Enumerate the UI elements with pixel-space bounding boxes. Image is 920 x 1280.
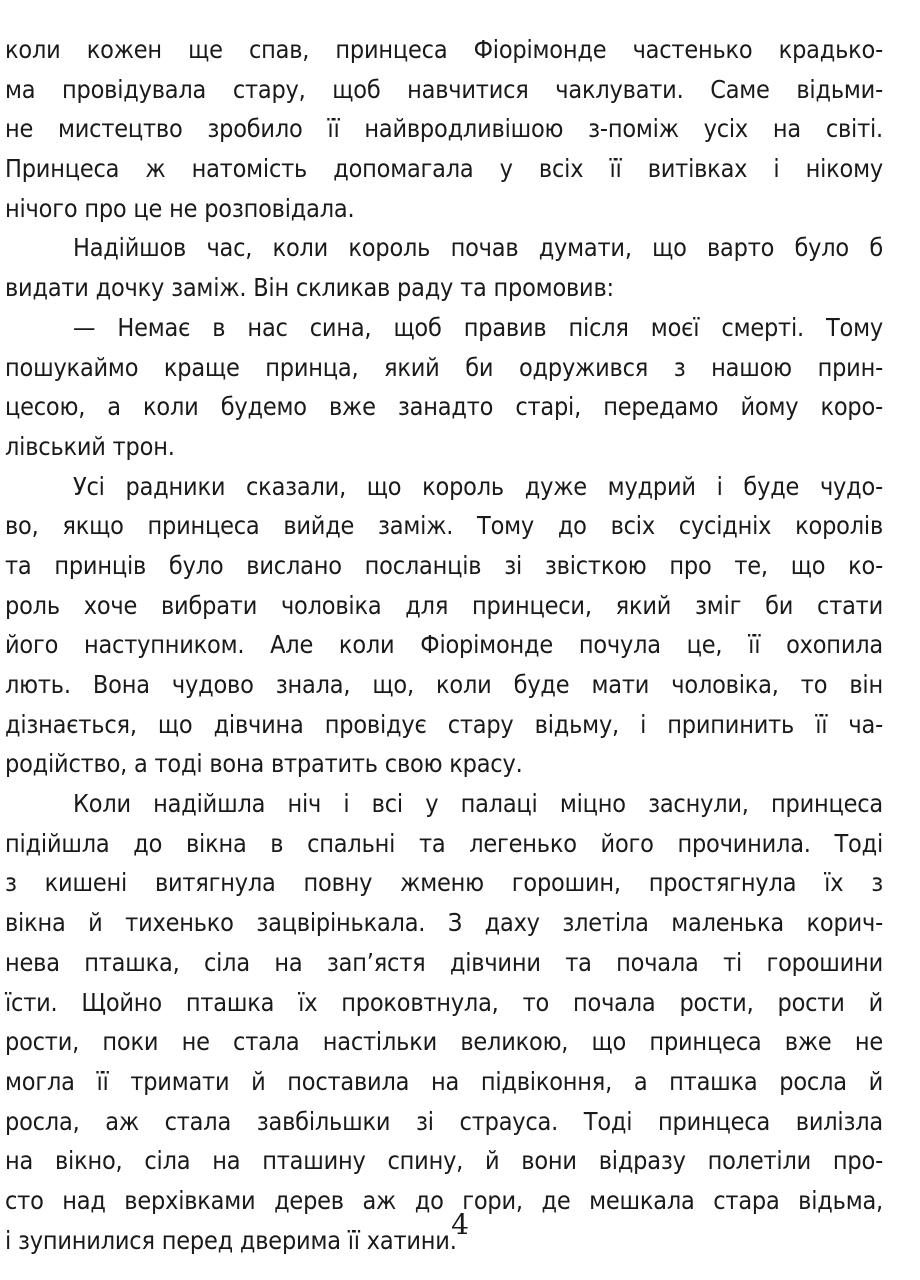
text-line: підійшла до вікна в спальні та легенько його прочинила. Тоді xyxy=(5,828,883,858)
text-line: рости, поки не стала настільки великою, що принцеса вже не xyxy=(5,1027,883,1057)
text-line: вікна й тихенько зацвірінькала. З даху злетіла маленька корич- xyxy=(5,908,883,938)
text-line: сто над верхівками дерев аж до гори, де мешкала стара відьма, xyxy=(5,1185,883,1215)
text-line: нічого про це не розповідала. xyxy=(5,193,355,223)
text-line: пошукаймо краще принца, який би одружився з нашою прин- xyxy=(5,352,883,382)
text-line: — Немає в нас сина, щоб правив після моєї смерті. Тому xyxy=(73,312,883,342)
text-line: роль хоче вибрати чоловіка для принцеси, який зміг би стати xyxy=(5,590,883,620)
paragraph xyxy=(5,784,883,1260)
text-line: не мистецтво зробило її найвродливішою з-поміж усіх на світі. xyxy=(5,114,883,144)
paragraph xyxy=(5,228,883,307)
text-line: з кишені витягнула повну жменю горошин, простягнула їх з xyxy=(5,868,883,898)
text-line: Коли надійшла ніч і всі у палаці міцно заснули, принцеса xyxy=(73,789,883,819)
text-line: могла її тримати й поставила на підвіконня, а пташка росла й xyxy=(5,1066,883,1096)
text-line: лівський трон. xyxy=(5,431,175,461)
page-number: 4 xyxy=(451,1208,469,1241)
text-line: коли кожен ще спав, принцеса Фіорімонде частенько крадько- xyxy=(5,35,883,64)
text-line: і зупинилися перед дверима її хатини. xyxy=(5,1225,457,1255)
page-body xyxy=(5,30,883,1260)
text-line: росла, аж стала завбільшки зі страуса. Тоді принцеса вилізла xyxy=(5,1106,883,1136)
text-line: його наступником. Але коли Фіорімонде почула це, її охопила xyxy=(5,630,883,660)
paragraph xyxy=(5,308,883,467)
paragraph xyxy=(5,467,883,785)
text-line: дізнається, що дівчина провідує стару відьму, і припинить її ча- xyxy=(5,709,883,739)
text-line: видати дочку заміж. Він скликав раду та промовив: xyxy=(5,273,614,303)
text-line: на вікно, сіла на пташину спину, й вони відразу полетіли про- xyxy=(5,1146,883,1176)
text-line: та принців було вислано посланців зі звісткою про те, що ко- xyxy=(5,550,883,580)
text-line: їсти. Щойно пташка їх проковтнула, то почала рости, рости й xyxy=(5,987,883,1017)
text-line: Надійшов час, коли король почав думати, що варто було б xyxy=(73,233,883,263)
text-line: цесою, а коли будемо вже занадто старі, передамо йому коро- xyxy=(5,392,883,422)
text-line: во, якщо принцеса вийде заміж. Тому до всіх сусідніх королів xyxy=(5,511,883,541)
paragraph xyxy=(5,30,883,228)
text-line: родійство, а тоді вона втратить свою красу. xyxy=(5,749,523,779)
text-line: лють. Вона чудово знала, що, коли буде мати чоловіка, то він xyxy=(5,670,883,699)
text-line: Усі радники сказали, що король дуже мудрий і буде чудо- xyxy=(73,471,883,501)
text-line: ма провідувала стару, щоб навчитися чаклувати. Саме відьми- xyxy=(5,74,883,104)
text-line: Принцеса ж натомість допомагала у всіх її витівках і нікому xyxy=(5,154,883,184)
text-line: нева пташка, сіла на зап’ястя дівчини та почала ті горошини xyxy=(5,947,883,977)
